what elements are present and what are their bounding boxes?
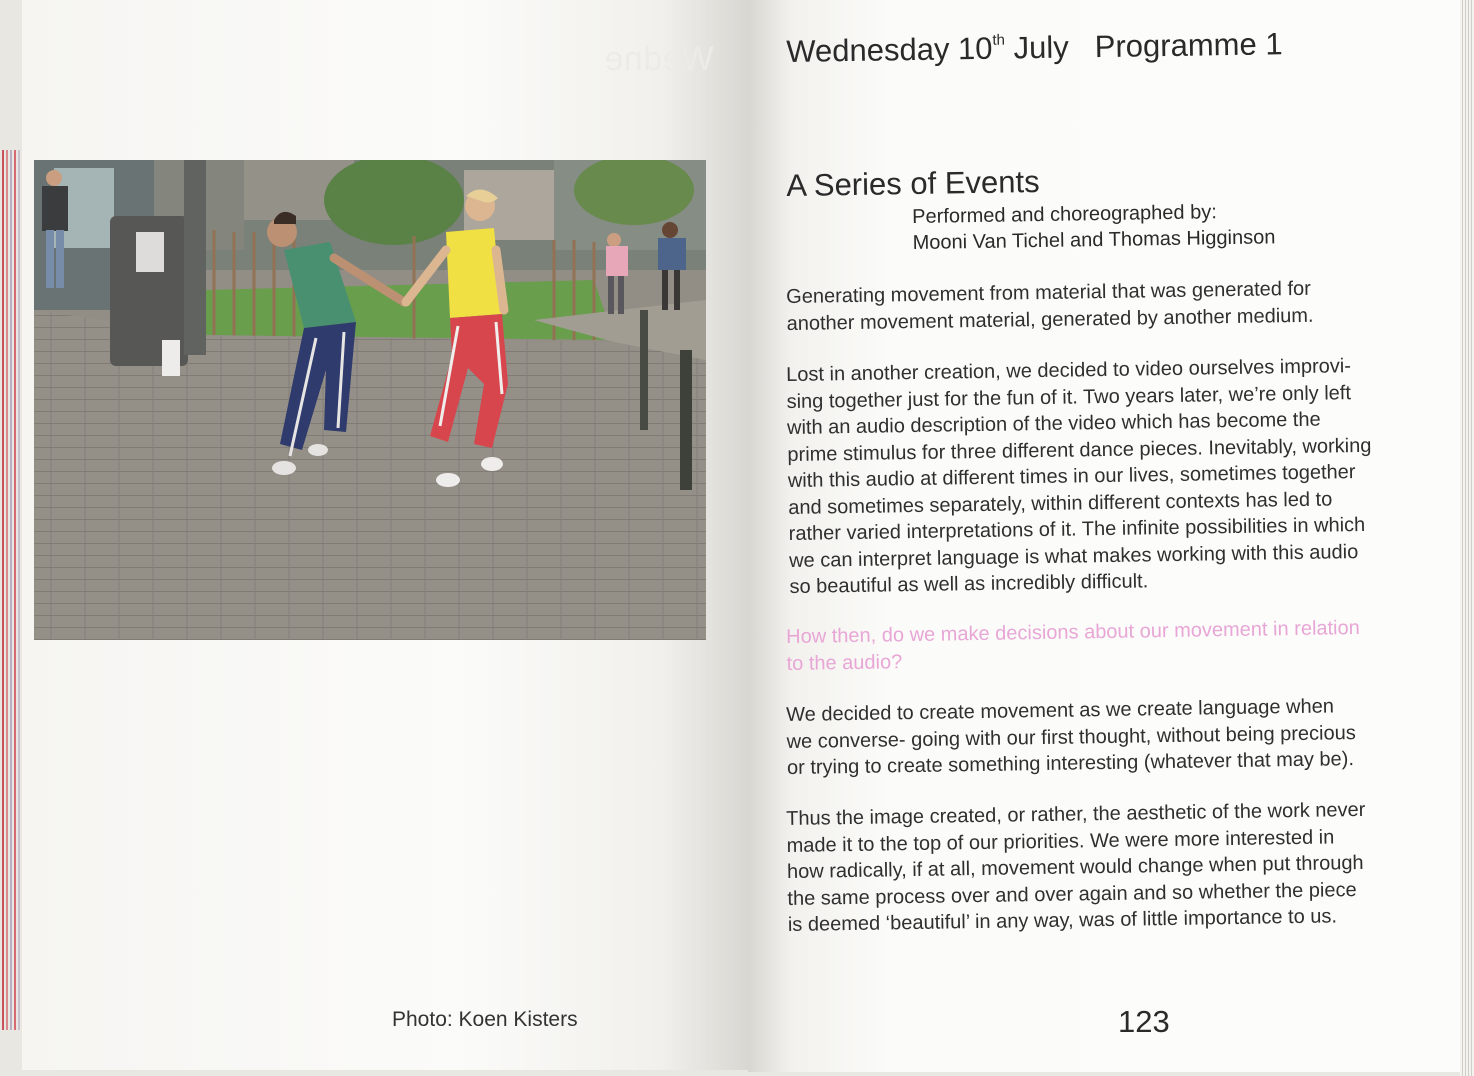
event-title: A Series of Events (786, 164, 1040, 203)
paragraph-method (786, 692, 1427, 782)
paragraph-creation (786, 352, 1430, 601)
show-through-text: Wedne (604, 40, 714, 78)
text-line: we can interpret language is what makes working with this audio (788, 540, 1359, 572)
text-line: how radically, if at all, movement would change when put through (786, 851, 1364, 883)
right-page-edges (1460, 0, 1474, 1076)
credits-line: Mooni Van Tichel and Thomas Higginson (912, 226, 1276, 254)
text-line: Lost in another creation, we decided to video ourselves improvi- (786, 355, 1352, 386)
header-programme: Programme 1 (1094, 26, 1283, 65)
performer-credits (912, 198, 1276, 256)
text-line: How then, do we make decisions about our movement in relation (786, 616, 1360, 648)
text-line: Thus the image created, or rather, the aesthetic of the work never (786, 798, 1366, 830)
text-line: prime stimulus for three different dance pieces. Inevitably, working (787, 434, 1372, 466)
text-line: and sometimes separately, within different contexts has led to (788, 487, 1333, 519)
credits-line: Performed and choreographed by: (912, 201, 1217, 228)
page-number: 123 (1118, 1004, 1170, 1039)
paragraph-intro (786, 274, 1427, 337)
performance-photo (34, 160, 706, 640)
header-month: July (1004, 29, 1070, 66)
header-day: Wednesday 10 (786, 30, 993, 69)
text-line: Generating movement from material that was generated for (786, 277, 1312, 308)
text-line: rather varied interpretations of it. The infinite possibilities in which (788, 513, 1366, 545)
text-line: sing together just for the fun of it. Two years later, we’re only left (786, 381, 1352, 413)
street-dance-photo (34, 160, 706, 640)
text-line: to the audio? (786, 650, 903, 675)
text-line: with an audio description of the video which has become the (786, 408, 1321, 439)
photo-credit: Photo: Koen Kisters (392, 1008, 578, 1031)
text-line: is deemed ‘beautiful’ in any way, was of little importance to us. (787, 905, 1338, 936)
text-line: made it to the top of our priorities. We were more interested in (786, 825, 1335, 857)
text-line: the same process over and over again and so whether the piece (787, 878, 1357, 910)
text-line: We decided to create movement as we create language when (786, 695, 1335, 726)
paragraph-question (786, 614, 1427, 677)
text-line: so beautiful as well as incredibly difficult. (789, 570, 1149, 598)
paragraph-aesthetic (786, 796, 1428, 939)
text-line: another movement material, generated by another medium. (786, 304, 1314, 335)
text-line: or trying to create something interesting (whatever that may be). (786, 748, 1355, 779)
text-line: with this audio at different times in our lives, sometimes together (787, 461, 1356, 492)
text-line: we converse- going with our first thought, without being precious (786, 721, 1356, 753)
header-day-suffix: th (992, 31, 1006, 49)
